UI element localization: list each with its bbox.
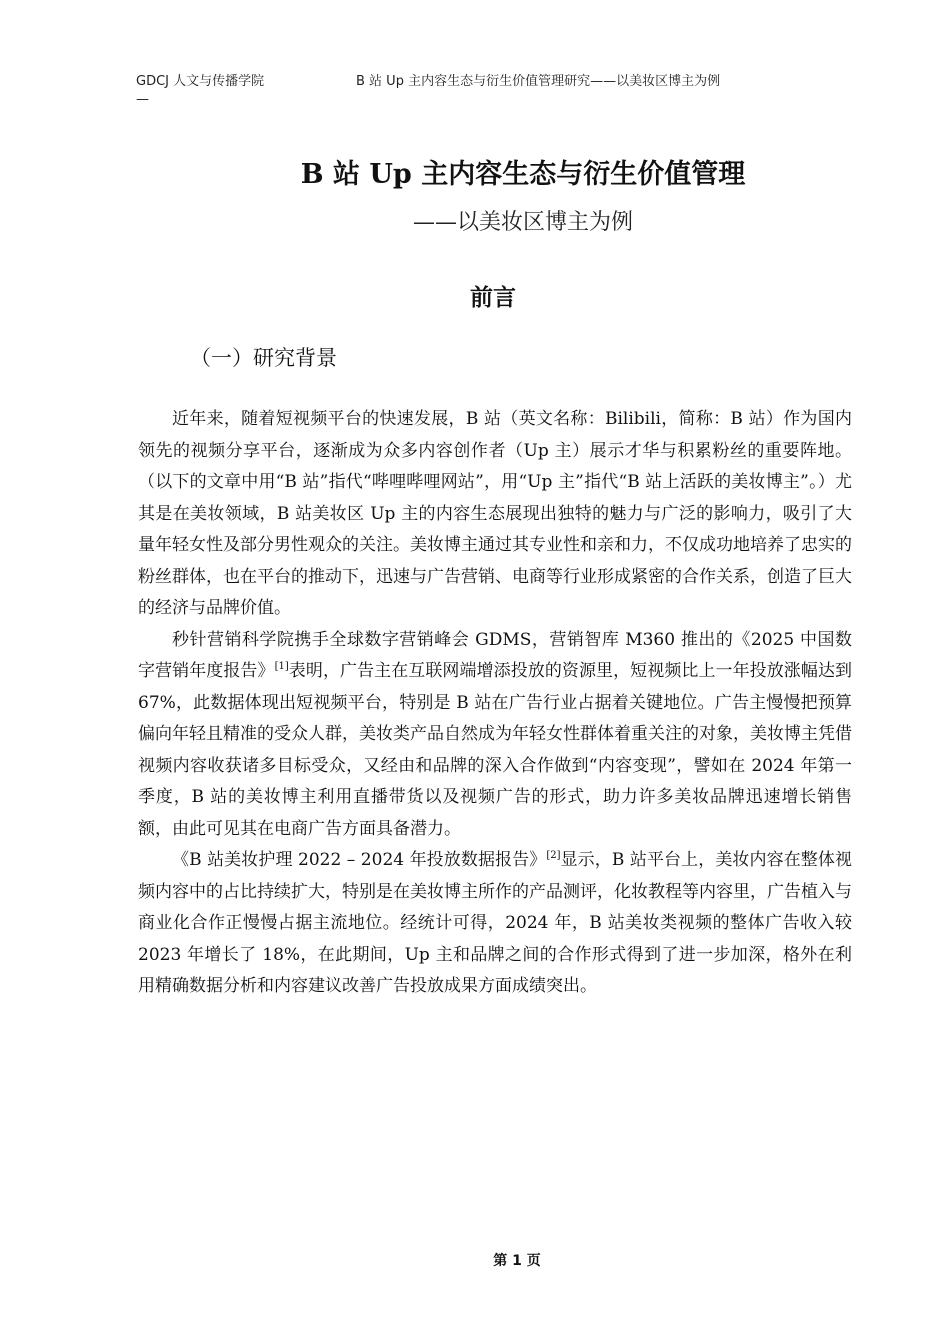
citation-ref-1[interactable]: [1] [274,661,289,672]
paper-subtitle: ——以美妆区博主为例 [412,210,633,235]
paragraph-2-text-b: 表明，广告主在互联网端增添投放的资源里，短视频比上一年投放涨幅达到 67%，此数据体现出短视频平台，特别是 B 站在广告行业占据着关键地位。广告主慢慢把预算偏向年轻且精准的受众人群，美妆类产品自然成为年轻女性群体着重关注的对象，美妆博主凭借视频内容收获诸多目标受众，又经由和品牌的深入合作做到“内容变现”，譬如在 2024 年第一季度，B 站的美妆博主利用直播带货以及视频广告的形式，助力许多美妆品牌迅速增长销售额，由此可见其在电商广告方面具备潜力。 [138,661,853,839]
paragraph-2-text-a: 秒针营销科学院携手全球数字营销峰会 GDMS，营销智库 M360 推出的《2025 中国数字营销年度报告》 [138,629,852,681]
paragraph-3 [138,845,852,1003]
paragraph-2 [138,625,852,846]
header-institution: GDCJ 人文与传播学院 [136,74,265,89]
header-dash: — [136,92,149,107]
paragraph-3-text-a: 《B 站美妆护理 2022 – 2024 年投放数据报告》 [172,850,547,870]
paragraph-3-text-b: 显示，B 站平台上，美妆内容在整体视频内容中的占比持续扩大，特别是在美妆博主所作的产品测评，化妆教程等内容里，广告植入与商业化合作正慢慢占据主流地位。经统计可得，2024 年，B 站美妆类视频的整体广告收入较 2023 年增长了 18%，在此期间，Up 主和品牌之间的合作形式得到了进一步加深，格外在利用精确数据分析和内容建议改善广告投放成果方面成绩突出。 [138,850,852,996]
body-text [138,404,852,1003]
paragraph-1: 近年来，随着短视频平台的快速发展，B 站（英文名称：Bilibili，简称：B 站）作为国内领先的视频分享平台，逐渐成为众多内容创作者（Up 主）展示才华与积累粉丝的重要阵地。（以下的文章中用“B 站”指代“哔哩哔哩网站”，用“Up 主”指代“B 站上活跃的美妆博主”。）尤其是在美妆领域，B 站美妆区 Up 主的内容生态展现出独特的魅力与广泛的影响力，吸引了大量年轻女性及部分男性观众的关注。美妆博主通过其专业性和亲和力，不仅成功地培养了忠实的粉丝群体，也在平台的推动下，迅速与广告营销、电商等行业形成紧密的合作关系，创造了巨大的经济与品牌价值。 [138,409,852,618]
header-running-title: B 站 Up 主内容生态与衍生价值管理研究——以美妆区博主为例 [356,74,721,89]
subsection-heading: （一）研究背景 [190,346,337,370]
section-heading: 前言 [470,285,516,311]
paper-title: B 站 Up 主内容生态与衍生价值管理 [300,159,746,190]
citation-ref-2[interactable]: [2] [546,850,561,861]
page-number: 第 1 页 [493,1253,541,1269]
